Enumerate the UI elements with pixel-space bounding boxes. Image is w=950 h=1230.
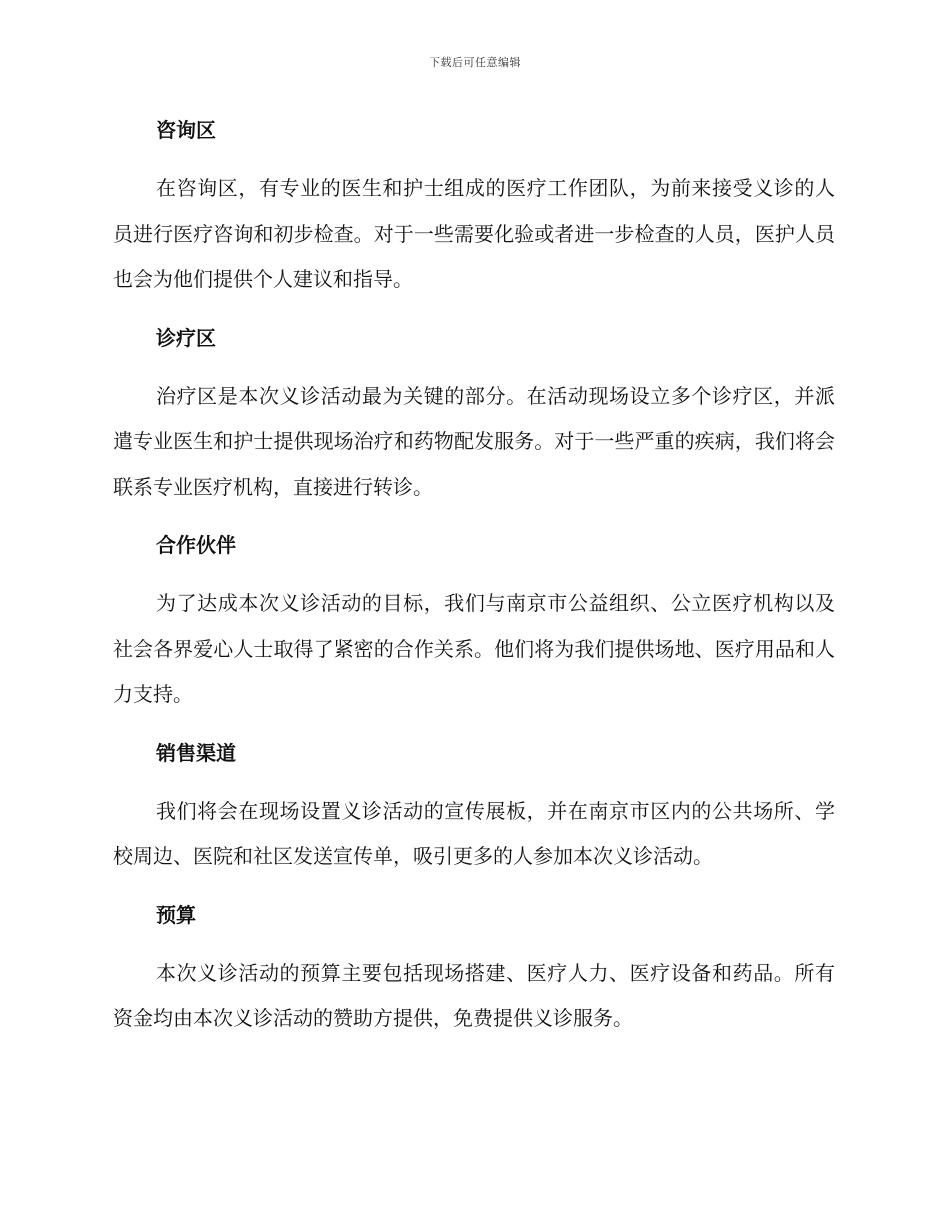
section-paragraph: 治疗区是本次义诊活动最为关键的部分。在活动现场设立多个诊疗区，并派遣专业医生和护士提供现场治疗和药物配发服务。对于一些严重的疾病，我们将会联系专业医疗机构，直接进行转诊。 <box>113 383 835 499</box>
section-budget <box>113 895 835 1042</box>
section-heading: 诊疗区 <box>156 325 216 350</box>
section-paragraph: 我们将会在现场设置义诊活动的宣传展板，并在南京市区内的公共场所、学校周边、医院和社区发送宣传单，吸引更多的人参加本次义诊活动。 <box>113 798 835 868</box>
section-paragraph: 本次义诊活动的预算主要包括现场搭建、医疗人力、医疗设备和药品。所有资金均由本次义诊活动的赞助方提供，免费提供义诊服务。 <box>113 960 835 1030</box>
section-consultation <box>113 110 835 303</box>
section-heading: 咨询区 <box>156 118 216 142</box>
page-header-note: 下载后可任意编辑 <box>429 56 521 69</box>
section-channels <box>113 733 835 880</box>
section-treatment <box>113 318 835 511</box>
section-heading: 合作伙伴 <box>156 533 236 557</box>
section-partners <box>113 525 835 718</box>
section-paragraph: 为了达成本次义诊活动的目标，我们与南京市公益组织、公立医疗机构以及社会各界爱心人士取得了紧密的合作关系。他们将为我们提供场地、医疗用品和人力支持。 <box>113 591 835 706</box>
document-body <box>113 110 835 1057</box>
section-heading: 预算 <box>156 902 196 927</box>
section-heading: 销售渠道 <box>156 740 236 765</box>
section-paragraph: 在咨询区，有专业的医生和护士组成的医疗工作团队，为前来接受义诊的人员进行医疗咨询和初步检查。对于一些需要化验或者进一步检查的人员，医护人员也会为他们提供个人建议和指导。 <box>113 176 835 291</box>
